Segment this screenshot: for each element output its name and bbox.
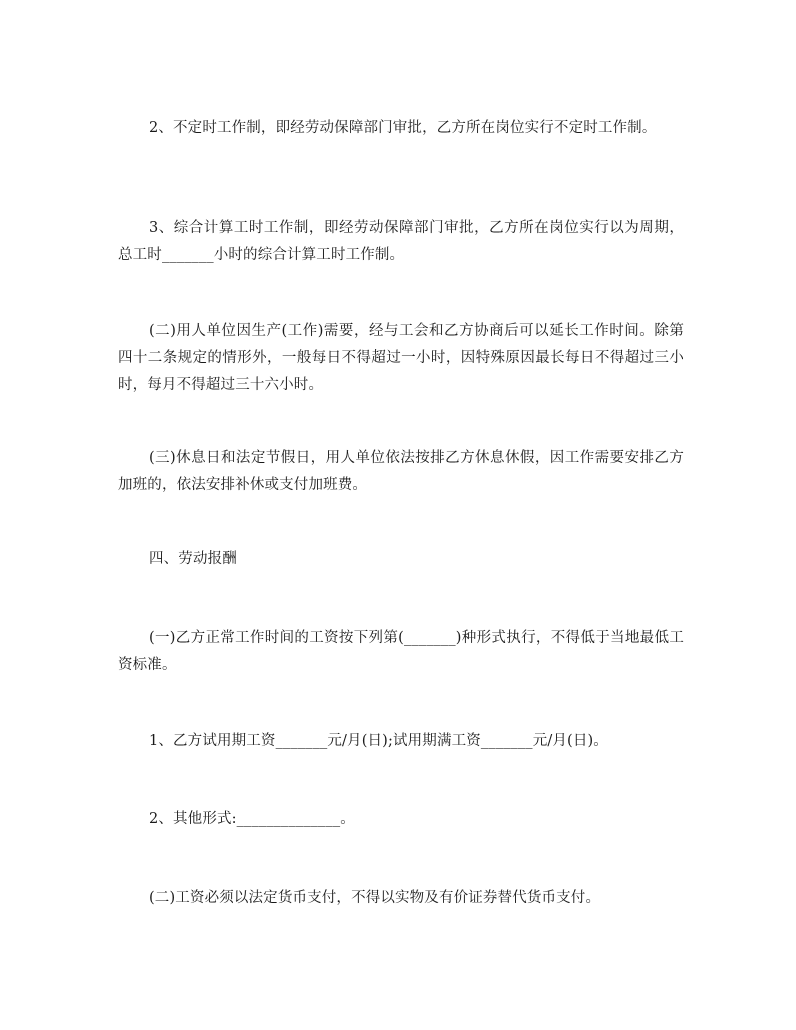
paragraph-probation-wage: 1、乙方试用期工资_______元/月(日);试用期满工资_______元/月(日)。 bbox=[149, 733, 608, 749]
section-heading-remuneration: 四、劳动报酬 bbox=[149, 551, 237, 567]
paragraph-legal-currency: (二)工资必须以法定货币支付，不得以实物及有价证券替代货币支付。 bbox=[149, 890, 601, 906]
paragraph-wage-form: (一)乙方正常工作时间的工资按下列第(_______)种形式执行，不得低于当地最低工资标准。 bbox=[118, 630, 684, 673]
paragraph-other-form: 2、其他形式:______________。 bbox=[149, 811, 355, 827]
paragraph-irregular-hours: 2、不定时工作制，即经劳动保障部门审批，乙方所在岗位实行不定时工作制。 bbox=[149, 120, 657, 136]
paragraph-overtime-extension: (二)用人单位因生产(工作)需要，经与工会和乙方协商后可以延长工作时间。除第四十二条规定的情形外，一般每日不得超过一小时，因特殊原因最长每日不得超过三小时，每月不得超过三十六小时。 bbox=[118, 323, 684, 393]
paragraph-comprehensive-hours: 3、综合计算工时工作制，即经劳动保障部门审批，乙方所在岗位实行以为周期，总工时_______小时的综合计算工时工作制。 bbox=[118, 220, 684, 263]
paragraph-rest-days: (三)休息日和法定节假日，用人单位依法按排乙方休息休假，因工作需要安排乙方加班的，依法安排补休或支付加班费。 bbox=[118, 450, 684, 493]
